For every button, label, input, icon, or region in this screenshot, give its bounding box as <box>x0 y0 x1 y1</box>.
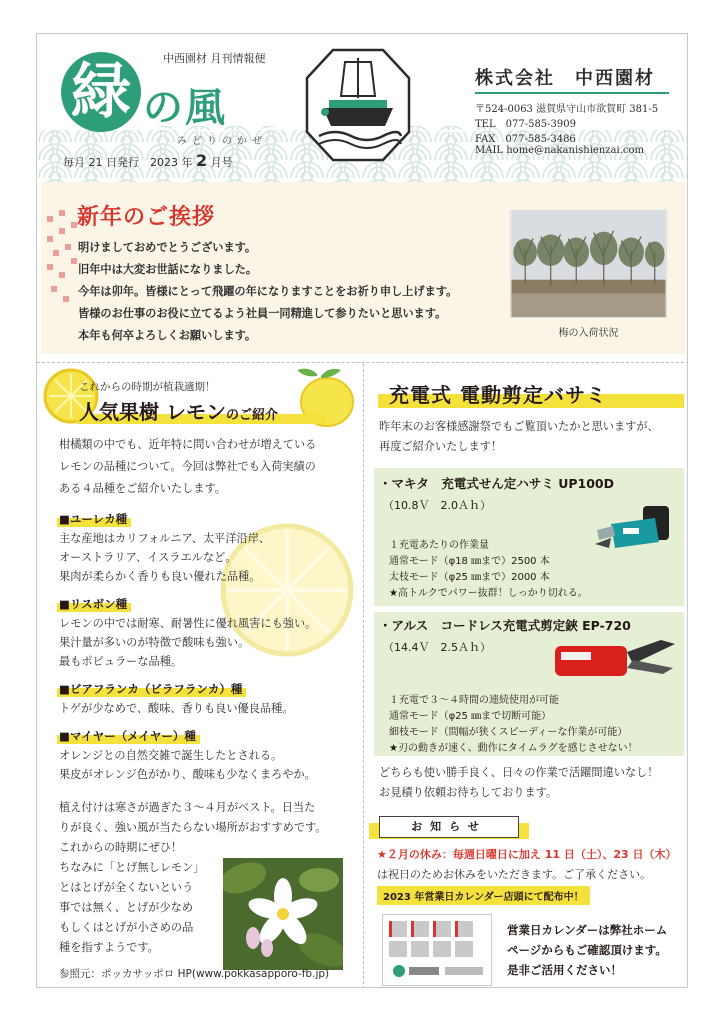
shears-outro: お見積り依頼お待ちしております。 <box>379 786 558 799</box>
company-address: 〒524-0063 滋賀県守山市欲賀町 381-5 <box>475 104 659 115</box>
plum-trees-photo <box>510 210 667 318</box>
product-detail: 太枝モード（φ25 ㎜まで）2000 本 <box>389 572 550 583</box>
calendar-text: 営業日カレンダーは弊社ホーム <box>507 923 668 937</box>
product-detail: 通常モード（φ25 ㎜まで切断可能） <box>389 711 552 722</box>
greeting-title: 新年のご挨拶 <box>77 205 216 230</box>
variety-heading-lisbon: ■リスボン種 <box>57 596 131 612</box>
variety-text: オレンジとの自然交雑で誕生したとされる。 <box>59 749 283 762</box>
treasure-ship-emblem <box>305 48 411 162</box>
issue-date: 毎月 21 日発行 2023 年 2 月号 <box>63 151 233 170</box>
product-detail: 細枝モード（間幅が狭くスピーディーな作業が可能） <box>389 727 628 738</box>
thornless-text: 種を指すようです。 <box>59 941 159 954</box>
calendar-banner: 2023 年営業日カレンダー店頭にて配布中！ <box>377 886 590 905</box>
company-mail: MAIL home@nakanishienzai.com <box>475 145 644 156</box>
variety-heading-meyer: ■マイヤー（メイヤー）種 <box>57 728 200 744</box>
photo-caption: 梅の入荷状況 <box>558 328 619 339</box>
company-divider <box>475 92 669 94</box>
planting-text: りが良く、強い風が当たらない場所がおすすめです。 <box>59 821 327 834</box>
variety-text: 果汁量が多いのが特徴で酸味も強い。 <box>59 636 250 649</box>
variety-text: 果皮がオレンジ色がかり、酸味も少なくまろやか。 <box>59 768 316 781</box>
variety-heading-villafranca: ■ビアフランカ（ビラフランカ）種 <box>57 681 246 697</box>
column-divider <box>363 364 364 988</box>
greeting-line: 本年も何卒よろしくお願いします。 <box>78 329 257 342</box>
logo-subtitle: 中西園材 月刊情報便 <box>163 52 266 65</box>
product-detail: ★刃の動きが速く、動作にタイムラグを感じさせない！ <box>389 743 638 754</box>
product-detail: ★高トルクでパワー抜群！しっかり切れる。 <box>389 588 588 599</box>
planting-text: これからの時期にぜひ！ <box>59 841 183 854</box>
greeting-line: 今年は卯年。皆様にとって飛躍の年になりますことをお祈り申し上げます。 <box>78 285 458 298</box>
thornless-text: もしくはとげが小さめの品 <box>59 921 194 934</box>
company-name: 株式会社 中西園材 <box>475 68 655 89</box>
lemon-title: 人気果樹 レモンのご紹介 <box>79 400 278 424</box>
calendar-text: 是非ご活用ください！ <box>507 963 622 977</box>
shears-title: 充電式 電動剪定バサミ <box>389 383 607 407</box>
greeting-line: 旧年中は大変お世話になりました。 <box>78 263 258 276</box>
company-fax: FAX 077-585-3486 <box>475 134 576 145</box>
shears-intro: 昨年末のお客様感謝祭でもご覧頂いたかと思いますが、 <box>379 420 659 433</box>
lemon-flower-photo <box>223 858 343 970</box>
product-detail: 通常モード（φ18 ㎜まで）2500 本 <box>389 556 550 567</box>
notice-heading: お知らせ <box>379 816 519 838</box>
greeting-line: 明けましておめでとうございます。 <box>78 241 257 254</box>
shears-outro: どちらも使い勝手良く、日々の作業で活躍間違いなし！ <box>379 766 659 779</box>
newsletter-sheet <box>36 33 688 988</box>
lemon-intro-line: ある４品種をご紹介いたします。 <box>59 482 226 495</box>
section-divider <box>37 362 688 363</box>
lemon-kicker: これからの時期が植栽適期！ <box>79 381 216 393</box>
product-spec: （10.8Ｖ 2.0Ａｈ） <box>383 499 491 512</box>
holiday-notice: ★２月の休み：毎週日曜日に加え 11 日（土）、23 日（木） <box>377 848 677 861</box>
product-detail: １充電で３～４時間の連続使用が可能 <box>389 695 559 706</box>
variety-text: レモンの中では耐寒、耐暑性に優れ風害にも強い。 <box>59 617 317 630</box>
logo-title: の風 <box>143 84 227 131</box>
product-name: ・アルス コードレス充電式剪定鋏 EP-720 <box>379 618 631 633</box>
product-spec: （14.4Ｖ 2.5Ａｈ） <box>383 641 491 654</box>
lemon-intro-line: レモンの品種について。今回は弊社でも入荷実績の <box>59 460 316 473</box>
variety-text: 果肉が柔らかく香りも良い優れた品種。 <box>59 570 261 583</box>
variety-text: 主な産地はカリフォルニア、太平洋沿岸、 <box>59 532 271 545</box>
logo-kanji: 緑 <box>71 57 131 127</box>
logo-ruby: みどりのかぜ <box>177 136 267 147</box>
variety-text: 最もポピュラーな品種。 <box>59 655 183 668</box>
product-name: ・マキタ 充電式せん定ハサミ UP100D <box>379 476 615 491</box>
greeting-line: 皆様のお仕事のお役に立てるよう社員一同精進して参りたいと思います。 <box>78 307 447 320</box>
thornless-text: 事では無く、とげが少なめ <box>59 901 194 914</box>
product-detail: １充電あたりの作業量 <box>389 540 489 551</box>
shears-intro: 再度ご紹介いたします！ <box>379 440 503 453</box>
calendar-thumbnail <box>382 914 492 986</box>
makita-shears-image <box>593 500 685 564</box>
variety-heading-eureka: ■ユーレカ種 <box>57 511 131 527</box>
variety-text: オーストラリア、イスラエルなど。 <box>59 551 237 564</box>
thornless-text: とはとげが全くないという <box>59 881 194 894</box>
reference-text: 参照元：ポッカサッポロ HP(www.pokkasapporo-fb.jp) <box>59 968 330 980</box>
calendar-text: ページからもご確認頂けます。 <box>507 943 667 957</box>
variety-text: トゲが少なめで、酸味、香りも良い優良品種。 <box>59 702 294 715</box>
lemon-intro-line: 柑橘類の中でも、近年特に問い合わせが増えている <box>59 438 317 451</box>
ars-shears-image <box>551 634 677 686</box>
planting-text: 植え付けは寒さが過ぎた３～４月がベスト。日当た <box>59 801 316 814</box>
company-tel: TEL 077-585-3909 <box>475 119 576 130</box>
holiday-note: は祝日のためお休みをいただきます。ご了承ください。 <box>377 868 652 881</box>
thornless-text: ちなみに「とげ無しレモン」 <box>59 861 205 874</box>
